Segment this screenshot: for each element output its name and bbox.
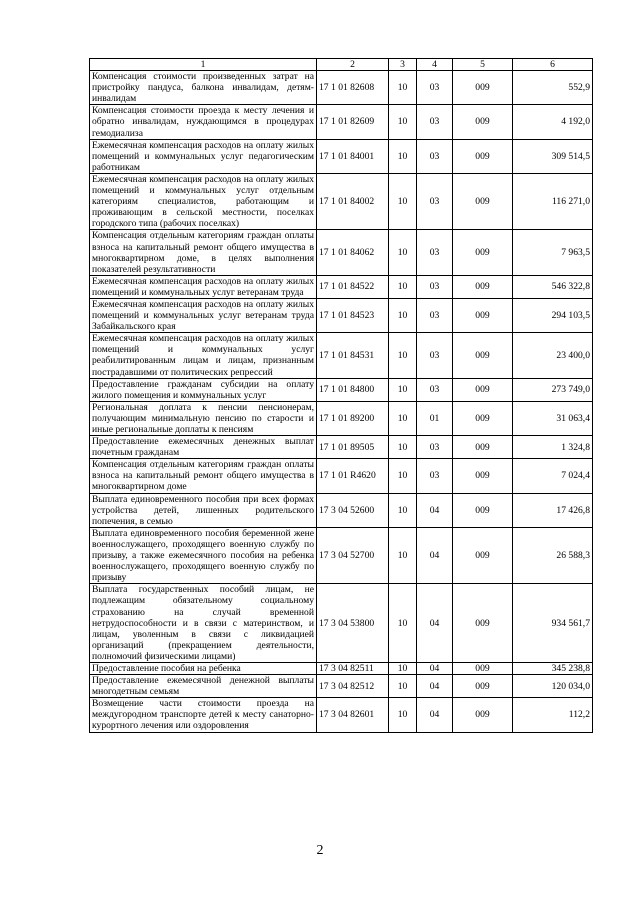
table-row (90, 71, 593, 105)
target-code-cell: 17 1 01 84523 (317, 298, 389, 332)
amount-cell: 120 034,0 (513, 675, 593, 698)
expense-type-cell: 009 (453, 71, 513, 105)
expense-type-cell: 009 (453, 105, 513, 139)
expense-name-cell: Ежемесячная компенсация расходов на оплату жилых помещений и коммунальных услуг реабилитированным лицам и лицам, признанным пострадавшими от политических репрессий (90, 333, 317, 378)
subsection-cell: 03 (417, 275, 453, 298)
amount-cell: 934 561,7 (513, 584, 593, 663)
subsection-cell: 03 (417, 436, 453, 459)
amount-cell: 546 322,8 (513, 275, 593, 298)
table-row (90, 436, 593, 459)
section-cell: 10 (389, 459, 417, 493)
expense-type-cell: 009 (453, 298, 513, 332)
subsection-cell: 03 (417, 230, 453, 275)
target-code-cell: 17 1 01 84002 (317, 173, 389, 229)
table-row (90, 493, 593, 527)
section-cell: 10 (389, 493, 417, 527)
expense-name-cell: Компенсация отдельным категориям граждан оплаты взноса на капитальный ремонт общего имущества в многоквартирном доме, в целях выполнения показателей результативности (90, 230, 317, 275)
table-row (90, 105, 593, 139)
subsection-cell: 04 (417, 493, 453, 527)
table-row (90, 662, 593, 674)
section-cell: 10 (389, 173, 417, 229)
expense-name-cell: Ежемесячная компенсация расходов на оплату жилых помещений и коммунальных услуг ветеранам труда (90, 275, 317, 298)
section-cell: 10 (389, 298, 417, 332)
expense-type-cell: 009 (453, 275, 513, 298)
amount-cell: 116 271,0 (513, 173, 593, 229)
expense-type-cell: 009 (453, 333, 513, 378)
expense-name-cell: Ежемесячная компенсация расходов на оплату жилых помещений и коммунальных услуг педагогическим работникам (90, 139, 317, 173)
column-header-4: 4 (417, 59, 453, 71)
table-row (90, 333, 593, 378)
expense-type-cell: 009 (453, 173, 513, 229)
amount-cell: 7 963,5 (513, 230, 593, 275)
table-row (90, 275, 593, 298)
target-code-cell: 17 1 01 84800 (317, 378, 389, 401)
section-cell: 10 (389, 584, 417, 663)
expense-name-cell: Ежемесячная компенсация расходов на оплату жилых помещений и коммунальных услуг отдельным категориям специалистов, работающим и проживающим в сельской местности, поселках городского типа (рабочих поселках) (90, 173, 317, 229)
target-code-cell: 17 1 01 84522 (317, 275, 389, 298)
expense-type-cell: 009 (453, 378, 513, 401)
amount-cell: 4 192,0 (513, 105, 593, 139)
expense-type-cell: 009 (453, 459, 513, 493)
column-header-3: 3 (389, 59, 417, 71)
amount-cell: 552,9 (513, 71, 593, 105)
subsection-cell: 04 (417, 662, 453, 674)
subsection-cell: 01 (417, 401, 453, 435)
amount-cell: 23 400,0 (513, 333, 593, 378)
amount-cell: 17 426,8 (513, 493, 593, 527)
expense-name-cell: Предоставление ежемесячной денежной выплаты многодетным семьям (90, 675, 317, 698)
subsection-cell: 04 (417, 527, 453, 583)
expense-type-cell: 009 (453, 139, 513, 173)
expense-type-cell: 009 (453, 698, 513, 732)
expense-name-cell: Ежемесячная компенсация расходов на оплату жилых помещений и коммунальных услуг ветеранам труда Забайкальского края (90, 298, 317, 332)
amount-cell: 309 514,5 (513, 139, 593, 173)
table-row (90, 401, 593, 435)
section-cell: 10 (389, 333, 417, 378)
target-code-cell: 17 1 01 89505 (317, 436, 389, 459)
expense-type-cell: 009 (453, 675, 513, 698)
subsection-cell: 03 (417, 173, 453, 229)
amount-cell: 1 324,8 (513, 436, 593, 459)
subsection-cell: 03 (417, 105, 453, 139)
table-row (90, 378, 593, 401)
table-row (90, 298, 593, 332)
section-cell: 10 (389, 662, 417, 674)
subsection-cell: 03 (417, 71, 453, 105)
section-cell: 10 (389, 378, 417, 401)
table-body (90, 71, 593, 732)
section-cell: 10 (389, 698, 417, 732)
expense-name-cell: Предоставление ежемесячных денежных выплат почетным гражданам (90, 436, 317, 459)
target-code-cell: 17 3 04 53800 (317, 584, 389, 663)
amount-cell: 26 588,3 (513, 527, 593, 583)
expense-type-cell: 009 (453, 436, 513, 459)
amount-cell: 7 024,4 (513, 459, 593, 493)
amount-cell: 273 749,0 (513, 378, 593, 401)
target-code-cell: 17 1 01 82609 (317, 105, 389, 139)
expense-name-cell: Выплата единовременного пособия при всех формах устройства детей, лишенных родительского попечения, в семью (90, 493, 317, 527)
expense-type-cell: 009 (453, 230, 513, 275)
expense-name-cell: Компенсация стоимости произведенных затрат на пристройку пандуса, балкона инвалидам, детям-инвалидам (90, 71, 317, 105)
section-cell: 10 (389, 275, 417, 298)
section-cell: 10 (389, 401, 417, 435)
table-row (90, 584, 593, 663)
target-code-cell: 17 3 04 82601 (317, 698, 389, 732)
subsection-cell: 04 (417, 698, 453, 732)
subsection-cell: 03 (417, 333, 453, 378)
table-row (90, 698, 593, 732)
section-cell: 10 (389, 230, 417, 275)
expense-name-cell: Предоставление гражданам субсидии на оплату жилого помещения и коммунальных услуг (90, 378, 317, 401)
expense-type-cell: 009 (453, 662, 513, 674)
subsection-cell: 03 (417, 459, 453, 493)
section-cell: 10 (389, 105, 417, 139)
expense-type-cell: 009 (453, 401, 513, 435)
subsection-cell: 04 (417, 584, 453, 663)
target-code-cell: 17 1 01 R4620 (317, 459, 389, 493)
target-code-cell: 17 1 01 89200 (317, 401, 389, 435)
table-row (90, 139, 593, 173)
expense-type-cell: 009 (453, 493, 513, 527)
expense-type-cell: 009 (453, 584, 513, 663)
subsection-cell: 03 (417, 139, 453, 173)
column-header-1: 1 (90, 59, 317, 71)
table-row (90, 459, 593, 493)
column-header-6: 6 (513, 59, 593, 71)
subsection-cell: 03 (417, 298, 453, 332)
column-number-row (90, 59, 593, 71)
target-code-cell: 17 3 04 52600 (317, 493, 389, 527)
target-code-cell: 17 3 04 82511 (317, 662, 389, 674)
target-code-cell: 17 1 01 84001 (317, 139, 389, 173)
expense-name-cell: Региональная доплата к пенсии пенсионерам, получающим минимальную пенсию по старости и иные региональные доплаты к пенсиям (90, 401, 317, 435)
section-cell: 10 (389, 71, 417, 105)
expense-type-cell: 009 (453, 527, 513, 583)
target-code-cell: 17 3 04 52700 (317, 527, 389, 583)
amount-cell: 112,2 (513, 698, 593, 732)
table-row (90, 230, 593, 275)
expense-name-cell: Компенсация отдельным категориям граждан оплаты взноса на капитальный ремонт общего имущества в многоквартирном доме (90, 459, 317, 493)
expense-name-cell: Выплата единовременного пособия беременной жене военнослужащего, проходящего военную службу по призыву, а также ежемесячного пособия на ребенка военнослужащего, проходящего военную службу по призыву (90, 527, 317, 583)
amount-cell: 345 238,8 (513, 662, 593, 674)
target-code-cell: 17 3 04 82512 (317, 675, 389, 698)
amount-cell: 294 103,5 (513, 298, 593, 332)
expense-name-cell: Возмещение части стоимости проезда на междугородном транспорте детей к месту санаторно-курортного лечения или оздоровления (90, 698, 317, 732)
table-row (90, 675, 593, 698)
table-row (90, 173, 593, 229)
section-cell: 10 (389, 436, 417, 459)
page-number: 2 (316, 843, 324, 858)
section-cell: 10 (389, 527, 417, 583)
expense-name-cell: Выплата государственных пособий лицам, не подлежащим обязательному социальному страхованию на случай временной нетрудоспособности и в связи с материнством, и лицам, уволенным в связи с ликвидацией организаций (прекращением деятельности, полномочий физическими лицами) (90, 584, 317, 663)
budget-table (89, 58, 593, 733)
target-code-cell: 17 1 01 84531 (317, 333, 389, 378)
expense-name-cell: Предоставление пособия на ребенка (90, 662, 317, 674)
subsection-cell: 04 (417, 675, 453, 698)
subsection-cell: 03 (417, 378, 453, 401)
section-cell: 10 (389, 139, 417, 173)
amount-cell: 31 063,4 (513, 401, 593, 435)
expense-name-cell: Компенсация стоимости проезда к месту лечения и обратно инвалидам, нуждающимся в процедурах гемодиализа (90, 105, 317, 139)
section-cell: 10 (389, 675, 417, 698)
column-header-5: 5 (453, 59, 513, 71)
target-code-cell: 17 1 01 82608 (317, 71, 389, 105)
column-header-2: 2 (317, 59, 389, 71)
table-row (90, 527, 593, 583)
target-code-cell: 17 1 01 84062 (317, 230, 389, 275)
